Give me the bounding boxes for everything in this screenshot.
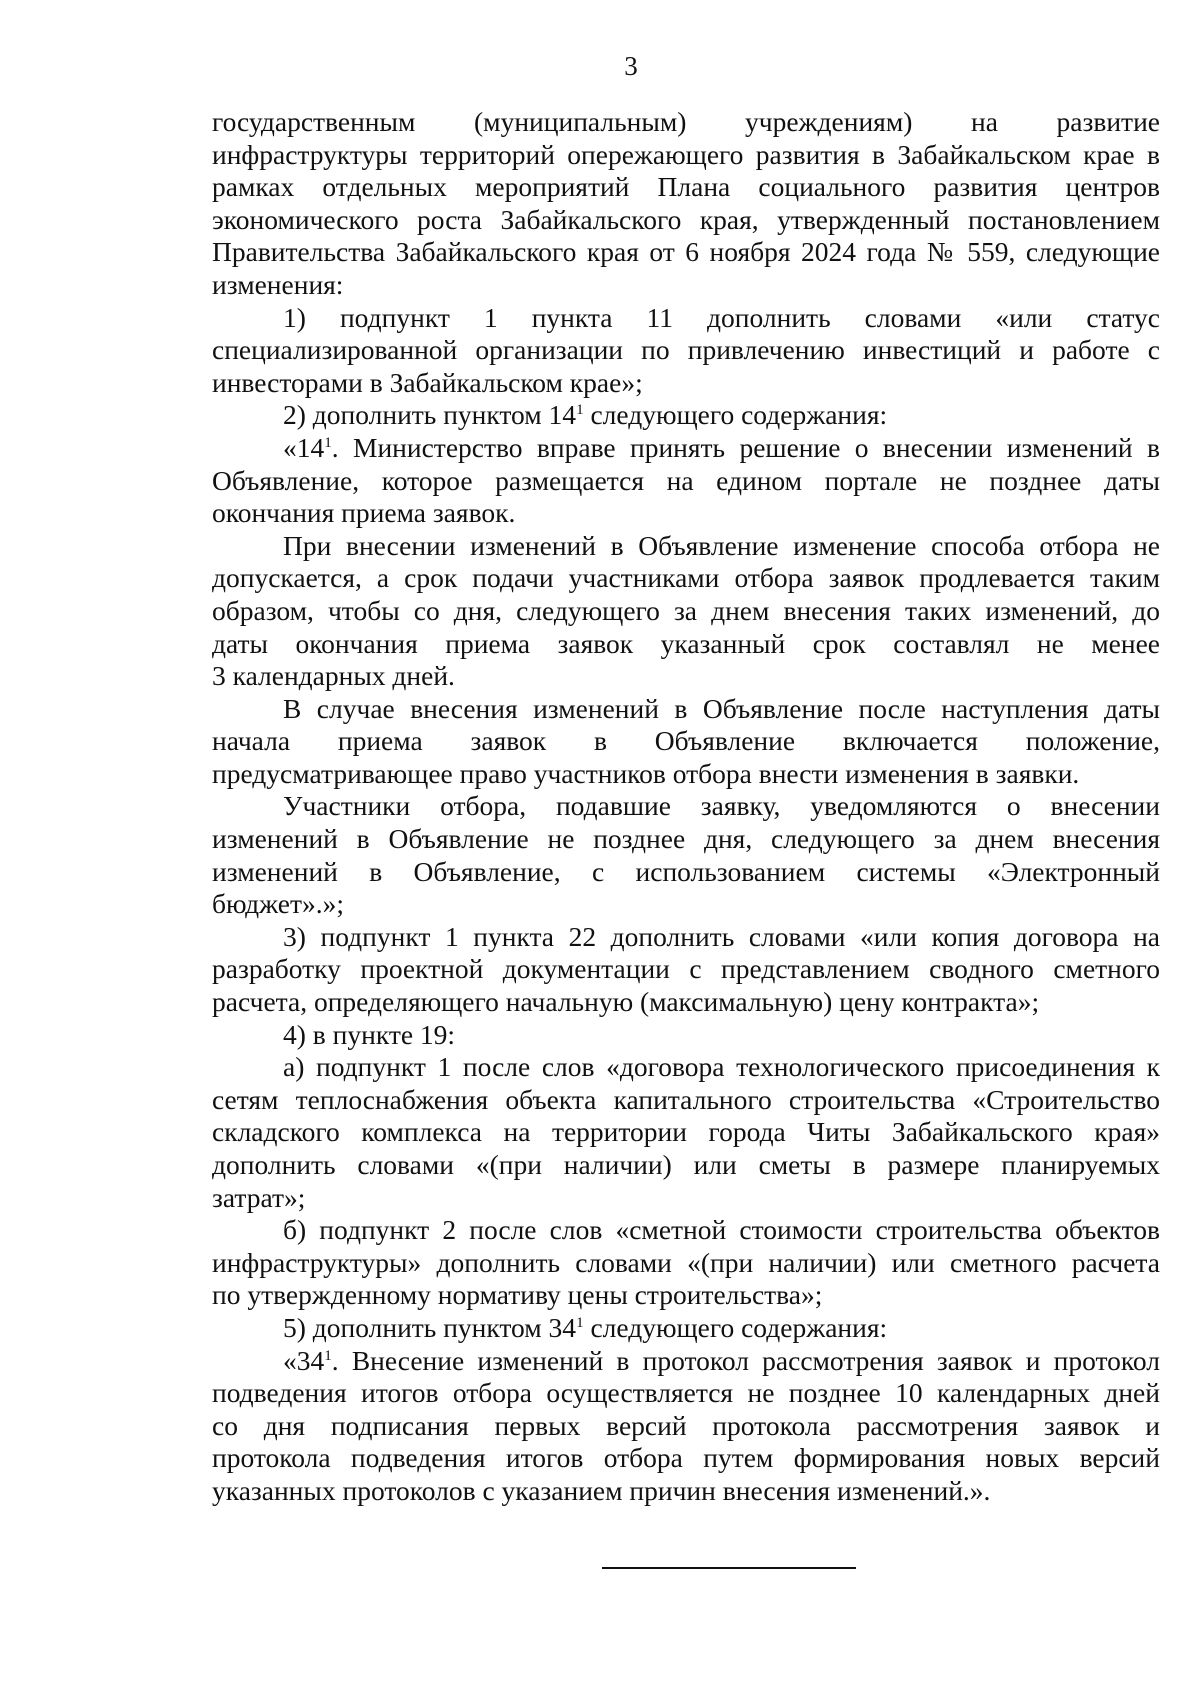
text-fragment: следующего содержания: bbox=[583, 399, 888, 431]
text-line: В случае внесения изменений в Объявление после наступления даты bbox=[283, 692, 1160, 724]
superscript: 1 bbox=[576, 1314, 584, 1331]
text-line: а) подпункт 1 после слов «договора технологического присоединения к bbox=[283, 1051, 1160, 1083]
paragraph-item-3 bbox=[212, 921, 1160, 1019]
paragraph-item-4b bbox=[212, 1214, 1160, 1312]
text-fragment: 2) дополнить пунктом 14 bbox=[283, 399, 577, 431]
text-line: государственным (муниципальным) учреждениям) на развитие bbox=[212, 106, 1160, 137]
text-line: 1) подпункт 1 пункта 11 дополнить словами «или статус bbox=[283, 301, 1160, 333]
text-fragment: . Внесение изменений в протокол рассмотрения заявок и протокол bbox=[331, 1344, 1160, 1376]
text-line: Участники отбора, подавшие заявку, уведомляются о внесении bbox=[283, 790, 1160, 822]
text-line: инвесторами в Забайкальском крае»; bbox=[212, 366, 643, 398]
text-line bbox=[212, 1345, 1160, 1378]
text-line bbox=[212, 432, 1160, 465]
closing-divider bbox=[602, 1567, 856, 1569]
paragraph-34-1 bbox=[212, 1345, 1160, 1508]
text-line: расчета, определяющего начальную (максимальную) цену контракта»; bbox=[212, 986, 1040, 1018]
text-line: образом, чтобы со дня, следующего за днем внесения таких изменений, до bbox=[212, 594, 1160, 626]
paragraph-item-4a bbox=[212, 1051, 1160, 1214]
text-fragment: . Министерство вправе принять решение о внесении изменений в bbox=[331, 431, 1160, 463]
text-fragment: следующего содержания: bbox=[583, 1311, 888, 1343]
text-line: инфраструктуры» дополнить словами «(при наличии) или сметного расчета bbox=[212, 1246, 1160, 1278]
text-line: изменений в Объявление, с использованием системы «Электронный bbox=[212, 855, 1160, 887]
paragraph-after-start-date bbox=[212, 693, 1160, 791]
text-line: б) подпункт 2 после слов «сметной стоимости строительства объектов bbox=[283, 1214, 1160, 1246]
text-fragment: «14 bbox=[283, 431, 325, 463]
paragraph-intro bbox=[212, 106, 1160, 302]
text-line bbox=[212, 399, 1160, 432]
paragraph-changes-procedure bbox=[212, 530, 1160, 693]
text-line: бюджет».»; bbox=[212, 888, 345, 920]
text-line: инфраструктуры территорий опережающего развития в Забайкальском крае в bbox=[212, 138, 1160, 170]
text-line: Правительства Забайкальского края от 6 ноября 2024 года № 559, следующие bbox=[212, 236, 1160, 268]
text-line: Объявление, которое размещается на едином портале не позднее даты bbox=[212, 464, 1160, 496]
text-line: экономического роста Забайкальского края, утвержденный постановлением bbox=[212, 203, 1160, 235]
text-line: специализированной организации по привлечению инвестиций и работе с bbox=[212, 334, 1160, 366]
text-line: При внесении изменений в Объявление изменение способа отбора не bbox=[283, 529, 1160, 561]
paragraph-item-5 bbox=[212, 1312, 1160, 1345]
paragraph-participants-notice bbox=[212, 790, 1160, 920]
text-line: 3) подпункт 1 пункта 22 дополнить словами «или копия договора на bbox=[283, 920, 1160, 952]
text-fragment: 5) дополнить пунктом 34 bbox=[283, 1311, 577, 1343]
paragraph-14-1 bbox=[212, 432, 1160, 530]
text-line: со дня подписания первых версий протокола рассмотрения заявок и bbox=[212, 1409, 1160, 1441]
superscript: 1 bbox=[576, 402, 584, 419]
superscript: 1 bbox=[324, 434, 332, 451]
text-line: даты окончания приема заявок указанный срок составлял не менее bbox=[212, 627, 1160, 659]
page-number: 3 bbox=[624, 51, 638, 81]
text-line: дополнить словами «(при наличии) или сметы в размере планируемых bbox=[212, 1149, 1160, 1180]
text-line: изменений в Объявление не позднее дня, следующего за днем внесения bbox=[212, 823, 1160, 855]
text-line: затрат»; bbox=[212, 1181, 306, 1213]
document-body bbox=[212, 106, 1160, 1508]
text-line bbox=[212, 1312, 1160, 1345]
paragraph-item-2 bbox=[212, 399, 1160, 432]
text-line: разработку проектной документации с представлением сводного сметного bbox=[212, 953, 1160, 985]
text-line: рамках отдельных мероприятий Плана социального развития центров bbox=[212, 171, 1160, 203]
text-line: окончания приема заявок. bbox=[212, 497, 516, 529]
text-line: протокола подведения итогов отбора путем формирования новых версий bbox=[212, 1442, 1160, 1474]
text-fragment: «34 bbox=[283, 1344, 325, 1376]
text-line: предусматривающее право участников отбора внести изменения в заявки. bbox=[212, 757, 1080, 789]
text-line: допускается, а срок подачи участниками отбора заявок продлевается таким bbox=[212, 562, 1160, 594]
paragraph-item-4 bbox=[212, 1019, 1160, 1052]
superscript: 1 bbox=[324, 1347, 332, 1364]
text-line: изменения: bbox=[212, 268, 344, 300]
text-line: 4) в пункте 19: bbox=[283, 1018, 456, 1050]
text-line: подведения итогов отбора осуществляется не позднее 10 календарных дней bbox=[212, 1377, 1160, 1409]
text-line: 3 календарных дней. bbox=[212, 660, 455, 692]
text-line: по утвержденному нормативу цены строительства»; bbox=[212, 1279, 823, 1311]
text-line: указанных протоколов с указанием причин внесения изменений.». bbox=[212, 1474, 991, 1506]
paragraph-item-1 bbox=[212, 302, 1160, 400]
text-line: начала приема заявок в Объявление включается положение, bbox=[212, 725, 1160, 757]
text-line: складского комплекса на территории города Читы Забайкальского края» bbox=[212, 1116, 1160, 1148]
text-line: сетям теплоснабжения объекта капитального строительства «Строительство bbox=[212, 1083, 1160, 1115]
